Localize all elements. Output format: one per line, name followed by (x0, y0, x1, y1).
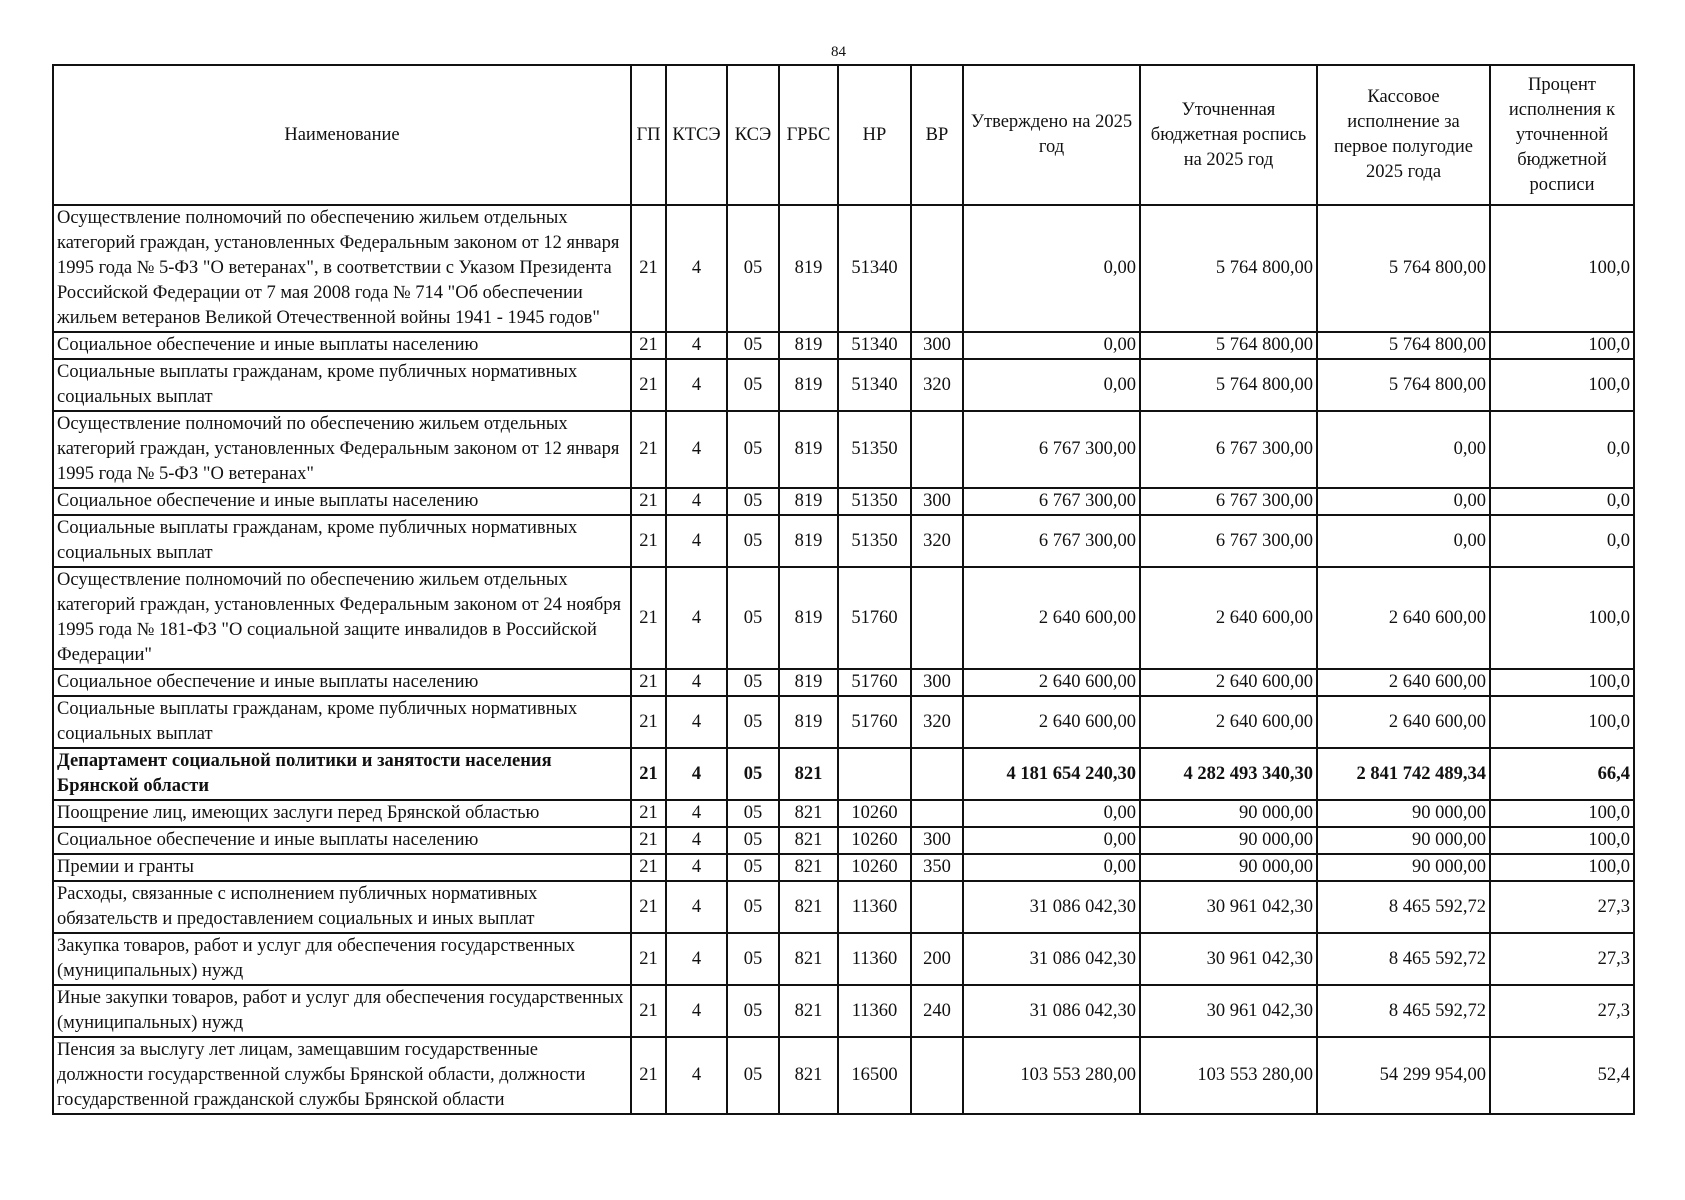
cell-nr: 11360 (838, 881, 911, 933)
table-row (53, 332, 1634, 359)
cell-cash: 0,00 (1317, 515, 1490, 567)
cell-ktse: 4 (666, 696, 727, 748)
cell-nr (838, 748, 911, 800)
cell-approved: 0,00 (963, 332, 1140, 359)
cell-kse: 05 (727, 748, 779, 800)
cell-grbs: 819 (779, 515, 838, 567)
cell-grbs: 821 (779, 800, 838, 827)
cell-grbs: 819 (779, 332, 838, 359)
cell-nr: 51760 (838, 696, 911, 748)
cell-kse: 05 (727, 515, 779, 567)
cell-grbs: 819 (779, 205, 838, 332)
cell-approved: 103 553 280,00 (963, 1037, 1140, 1114)
cell-vr: 300 (911, 332, 963, 359)
cell-kse: 05 (727, 881, 779, 933)
cell-grbs: 819 (779, 669, 838, 696)
cell-name: Социальное обеспечение и иные выплаты населению (53, 827, 631, 854)
header-row (53, 65, 1634, 205)
cell-grbs: 819 (779, 488, 838, 515)
header-grbs: ГРБС (779, 65, 838, 205)
table-row (53, 1037, 1634, 1114)
cell-vr: 300 (911, 827, 963, 854)
cell-approved: 31 086 042,30 (963, 985, 1140, 1037)
cell-nr: 10260 (838, 827, 911, 854)
cell-refined: 2 640 600,00 (1140, 669, 1317, 696)
cell-vr (911, 411, 963, 488)
table-row (53, 567, 1634, 669)
cell-refined: 90 000,00 (1140, 854, 1317, 881)
cell-approved: 2 640 600,00 (963, 696, 1140, 748)
cell-approved: 0,00 (963, 854, 1140, 881)
cell-approved: 0,00 (963, 827, 1140, 854)
cell-refined: 2 640 600,00 (1140, 696, 1317, 748)
cell-refined: 6 767 300,00 (1140, 515, 1317, 567)
cell-gp: 21 (631, 827, 666, 854)
header-vr: ВР (911, 65, 963, 205)
cell-nr: 51350 (838, 515, 911, 567)
cell-name: Поощрение лиц, имеющих заслуги перед Брянской областью (53, 800, 631, 827)
cell-gp: 21 (631, 933, 666, 985)
cell-cash: 90 000,00 (1317, 827, 1490, 854)
cell-refined: 5 764 800,00 (1140, 205, 1317, 332)
cell-cash: 8 465 592,72 (1317, 933, 1490, 985)
cell-kse: 05 (727, 411, 779, 488)
cell-approved: 4 181 654 240,30 (963, 748, 1140, 800)
cell-percent: 100,0 (1490, 827, 1634, 854)
cell-gp: 21 (631, 881, 666, 933)
cell-approved: 6 767 300,00 (963, 488, 1140, 515)
cell-refined: 2 640 600,00 (1140, 567, 1317, 669)
header-nr: НР (838, 65, 911, 205)
cell-name: Иные закупки товаров, работ и услуг для обеспечения государственных (муниципальных) нужд (53, 985, 631, 1037)
cell-name: Закупка товаров, работ и услуг для обеспечения государственных (муниципальных) нужд (53, 933, 631, 985)
cell-refined: 30 961 042,30 (1140, 881, 1317, 933)
cell-name: Социальное обеспечение и иные выплаты населению (53, 669, 631, 696)
cell-ktse: 4 (666, 800, 727, 827)
header-approved: Утверждено на 2025 год (963, 65, 1140, 205)
cell-name: Осуществление полномочий по обеспечению жильем отдельных категорий граждан, установленных Федеральным законом от 24 ноября 1995 года № 181-ФЗ "О социальной защите инвалидов в Российской Федерации" (53, 567, 631, 669)
cell-refined: 30 961 042,30 (1140, 985, 1317, 1037)
cell-nr: 51350 (838, 411, 911, 488)
budget-table (52, 64, 1635, 1115)
cell-vr: 300 (911, 669, 963, 696)
cell-grbs: 821 (779, 854, 838, 881)
cell-name: Осуществление полномочий по обеспечению жильем отдельных категорий граждан, установленных Федеральным законом от 12 января 1995 года № 5-ФЗ "О ветеранах", в соответствии с Указом Президента Российской Федерации от 7 мая 2008 года № 714 "Об обеспечении жильем ветеранов Великой Отечественной войны 1941 - 1945 годов" (53, 205, 631, 332)
cell-name: Премии и гранты (53, 854, 631, 881)
table-row (53, 854, 1634, 881)
cell-kse: 05 (727, 696, 779, 748)
cell-gp: 21 (631, 854, 666, 881)
table-row (53, 696, 1634, 748)
cell-approved: 0,00 (963, 205, 1140, 332)
cell-grbs: 821 (779, 985, 838, 1037)
cell-ktse: 4 (666, 205, 727, 332)
cell-cash: 5 764 800,00 (1317, 332, 1490, 359)
table-row (53, 800, 1634, 827)
cell-nr: 11360 (838, 933, 911, 985)
cell-gp: 21 (631, 205, 666, 332)
cell-percent: 100,0 (1490, 800, 1634, 827)
cell-percent: 100,0 (1490, 669, 1634, 696)
cell-nr: 51760 (838, 567, 911, 669)
cell-cash: 2 640 600,00 (1317, 669, 1490, 696)
cell-percent: 100,0 (1490, 359, 1634, 411)
cell-grbs: 819 (779, 567, 838, 669)
cell-kse: 05 (727, 827, 779, 854)
cell-percent: 66,4 (1490, 748, 1634, 800)
cell-kse: 05 (727, 567, 779, 669)
cell-ktse: 4 (666, 933, 727, 985)
cell-ktse: 4 (666, 827, 727, 854)
cell-refined: 103 553 280,00 (1140, 1037, 1317, 1114)
cell-approved: 2 640 600,00 (963, 567, 1140, 669)
cell-kse: 05 (727, 985, 779, 1037)
cell-refined: 6 767 300,00 (1140, 411, 1317, 488)
cell-cash: 2 640 600,00 (1317, 696, 1490, 748)
page-number: 84 (831, 44, 846, 60)
cell-percent: 27,3 (1490, 933, 1634, 985)
cell-percent: 100,0 (1490, 205, 1634, 332)
cell-kse: 05 (727, 1037, 779, 1114)
table-row (53, 933, 1634, 985)
cell-gp: 21 (631, 748, 666, 800)
cell-grbs: 821 (779, 827, 838, 854)
cell-gp: 21 (631, 332, 666, 359)
cell-vr: 320 (911, 359, 963, 411)
table-row (53, 669, 1634, 696)
cell-gp: 21 (631, 411, 666, 488)
cell-vr: 300 (911, 488, 963, 515)
cell-nr: 11360 (838, 985, 911, 1037)
cell-percent: 100,0 (1490, 696, 1634, 748)
cell-percent: 100,0 (1490, 332, 1634, 359)
cell-kse: 05 (727, 800, 779, 827)
cell-nr: 16500 (838, 1037, 911, 1114)
cell-vr: 320 (911, 515, 963, 567)
cell-gp: 21 (631, 669, 666, 696)
cell-gp: 21 (631, 800, 666, 827)
cell-name: Расходы, связанные с исполнением публичных нормативных обязательств и предоставлением социальных и иных выплат (53, 881, 631, 933)
cell-kse: 05 (727, 488, 779, 515)
cell-name: Социальные выплаты гражданам, кроме публичных нормативных социальных выплат (53, 515, 631, 567)
cell-ktse: 4 (666, 985, 727, 1037)
header-kse: КСЭ (727, 65, 779, 205)
cell-vr (911, 1037, 963, 1114)
cell-refined: 90 000,00 (1140, 800, 1317, 827)
table-row (53, 827, 1634, 854)
cell-cash: 8 465 592,72 (1317, 881, 1490, 933)
cell-ktse: 4 (666, 748, 727, 800)
header-gp: ГП (631, 65, 666, 205)
cell-cash: 5 764 800,00 (1317, 205, 1490, 332)
cell-kse: 05 (727, 359, 779, 411)
cell-gp: 21 (631, 1037, 666, 1114)
cell-grbs: 819 (779, 359, 838, 411)
cell-refined: 5 764 800,00 (1140, 332, 1317, 359)
cell-ktse: 4 (666, 881, 727, 933)
cell-refined: 5 764 800,00 (1140, 359, 1317, 411)
cell-nr: 51760 (838, 669, 911, 696)
cell-grbs: 819 (779, 696, 838, 748)
header-refined: Уточненная бюджетная роспись на 2025 год (1140, 65, 1317, 205)
cell-ktse: 4 (666, 332, 727, 359)
cell-name: Социальное обеспечение и иные выплаты населению (53, 332, 631, 359)
cell-nr: 51340 (838, 332, 911, 359)
cell-gp: 21 (631, 985, 666, 1037)
cell-vr (911, 800, 963, 827)
cell-percent: 0,0 (1490, 488, 1634, 515)
header-name: Наименование (53, 65, 631, 205)
cell-ktse: 4 (666, 669, 727, 696)
header-ktse: КТСЭ (666, 65, 727, 205)
cell-cash: 5 764 800,00 (1317, 359, 1490, 411)
header-percent: Процент исполнения к уточненной бюджетной росписи (1490, 65, 1634, 205)
cell-grbs: 821 (779, 933, 838, 985)
cell-nr: 10260 (838, 854, 911, 881)
cell-cash: 0,00 (1317, 488, 1490, 515)
cell-percent: 100,0 (1490, 854, 1634, 881)
cell-kse: 05 (727, 933, 779, 985)
cell-ktse: 4 (666, 567, 727, 669)
table-row (53, 748, 1634, 800)
cell-vr (911, 205, 963, 332)
cell-cash: 90 000,00 (1317, 854, 1490, 881)
cell-grbs: 819 (779, 411, 838, 488)
cell-ktse: 4 (666, 359, 727, 411)
cell-ktse: 4 (666, 854, 727, 881)
cell-ktse: 4 (666, 1037, 727, 1114)
cell-percent: 27,3 (1490, 881, 1634, 933)
cell-approved: 6 767 300,00 (963, 515, 1140, 567)
cell-approved: 0,00 (963, 800, 1140, 827)
cell-nr: 10260 (838, 800, 911, 827)
table-row (53, 515, 1634, 567)
cell-grbs: 821 (779, 881, 838, 933)
table-row (53, 985, 1634, 1037)
cell-vr: 240 (911, 985, 963, 1037)
cell-name: Социальные выплаты гражданам, кроме публичных нормативных социальных выплат (53, 696, 631, 748)
cell-refined: 4 282 493 340,30 (1140, 748, 1317, 800)
cell-percent: 27,3 (1490, 985, 1634, 1037)
cell-vr (911, 881, 963, 933)
cell-kse: 05 (727, 332, 779, 359)
cell-cash: 2 640 600,00 (1317, 567, 1490, 669)
cell-name: Социальное обеспечение и иные выплаты населению (53, 488, 631, 515)
cell-vr: 320 (911, 696, 963, 748)
cell-gp: 21 (631, 696, 666, 748)
cell-approved: 0,00 (963, 359, 1140, 411)
table-row (53, 488, 1634, 515)
cell-name: Социальные выплаты гражданам, кроме публичных нормативных социальных выплат (53, 359, 631, 411)
cell-refined: 90 000,00 (1140, 827, 1317, 854)
cell-approved: 2 640 600,00 (963, 669, 1140, 696)
cell-kse: 05 (727, 854, 779, 881)
cell-vr: 350 (911, 854, 963, 881)
cell-vr: 200 (911, 933, 963, 985)
cell-nr: 51340 (838, 359, 911, 411)
cell-cash: 54 299 954,00 (1317, 1037, 1490, 1114)
cell-ktse: 4 (666, 488, 727, 515)
table-row (53, 881, 1634, 933)
cell-ktse: 4 (666, 515, 727, 567)
cell-ktse: 4 (666, 411, 727, 488)
cell-percent: 0,0 (1490, 411, 1634, 488)
cell-gp: 21 (631, 567, 666, 669)
cell-gp: 21 (631, 359, 666, 411)
cell-approved: 31 086 042,30 (963, 881, 1140, 933)
table-body (53, 205, 1634, 1114)
cell-nr: 51340 (838, 205, 911, 332)
table-row (53, 411, 1634, 488)
cell-approved: 6 767 300,00 (963, 411, 1140, 488)
cell-cash: 0,00 (1317, 411, 1490, 488)
cell-vr (911, 748, 963, 800)
cell-cash: 2 841 742 489,34 (1317, 748, 1490, 800)
cell-gp: 21 (631, 488, 666, 515)
cell-gp: 21 (631, 515, 666, 567)
cell-nr: 51350 (838, 488, 911, 515)
cell-name: Осуществление полномочий по обеспечению жильем отдельных категорий граждан, установленных Федеральным законом от 12 января 1995 года № 5-ФЗ "О ветеранах" (53, 411, 631, 488)
cell-refined: 30 961 042,30 (1140, 933, 1317, 985)
cell-percent: 52,4 (1490, 1037, 1634, 1114)
cell-kse: 05 (727, 669, 779, 696)
cell-refined: 6 767 300,00 (1140, 488, 1317, 515)
cell-name: Пенсия за выслугу лет лицам, замещавшим государственные должности государственной службы Брянской области, должности государственной гражданской службы Брянской области (53, 1037, 631, 1114)
cell-cash: 90 000,00 (1317, 800, 1490, 827)
table-row (53, 205, 1634, 332)
cell-kse: 05 (727, 205, 779, 332)
cell-grbs: 821 (779, 748, 838, 800)
cell-cash: 8 465 592,72 (1317, 985, 1490, 1037)
cell-percent: 0,0 (1490, 515, 1634, 567)
cell-percent: 100,0 (1490, 567, 1634, 669)
table-row (53, 359, 1634, 411)
cell-approved: 31 086 042,30 (963, 933, 1140, 985)
cell-name: Департамент социальной политики и занятости населения Брянской области (53, 748, 631, 800)
cell-vr (911, 567, 963, 669)
header-cash: Кассовое исполнение за первое полугодие 2025 года (1317, 65, 1490, 205)
cell-grbs: 821 (779, 1037, 838, 1114)
